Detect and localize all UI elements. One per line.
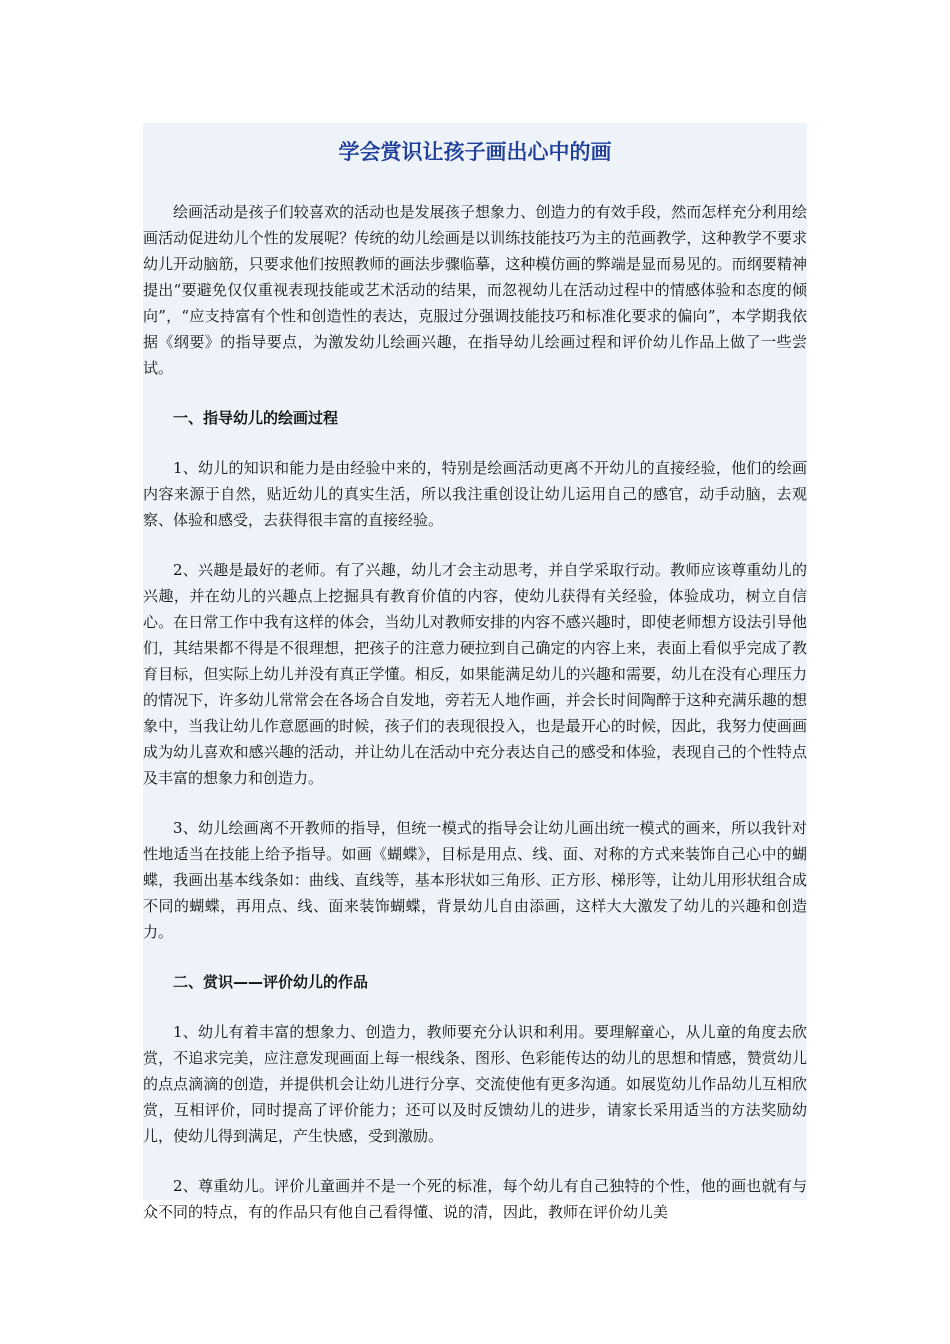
section2-paragraph-2: 2、尊重幼儿。评价儿童画并不是一个死的标准，每个幼儿有自己独特的个性，他的画也就有与众不同的特点，有的作品只有他自己看得懂、说的清，因此，教师在评价幼儿美 [143, 1177, 807, 1221]
section-heading-2: 二、赏识——评价幼儿的作品 [173, 973, 369, 991]
section1-paragraph-2: 2、兴趣是最好的老师。有了兴趣，幼儿才会主动思考，并自学采取行动。教师应该尊重幼儿的兴趣，并在幼儿的兴趣点上挖掘具有教育价值的内容，使幼儿获得有关经验，体验成功，树立自信心。在日常工作中我有这样的体会，当幼儿对教师安排的内容不感兴趣时，即使老师想方设法引导他们，其结果都不得是不很理想，把孩子的注意力硬拉到自己确定的内容上来，表面上看似乎完成了教育目标，但实际上幼儿并没有真正学懂。相反，如果能满足幼儿的兴趣和需要，幼儿在没有心理压力的情况下，许多幼儿常常会在各场合自发地，旁若无人地作画，并会长时间陶醉于这种充满乐趣的想象中，当我让幼儿作意愿画的时候，孩子们的表现很投入，也是最开心的时候，因此，我努力使画画成为幼儿喜欢和感兴趣的活动，并让幼儿在活动中充分表达自己的感受和体验，表现自己的个性特点及丰富的想象力和创造力。 [143, 561, 807, 787]
article-body [143, 199, 807, 1225]
section-heading-1: 一、指导幼儿的绘画过程 [173, 409, 339, 427]
section1-paragraph-1: 1、幼儿的知识和能力是由经验中来的，特别是绘画活动更离不开幼儿的直接经验，他们的绘画内容来源于自然，贴近幼儿的真实生活，所以我注重创设让幼儿运用自己的感官，动手动脑，去观察、体验和感受，去获得很丰富的直接经验。 [143, 459, 807, 529]
article-title: 学会赏识让孩子画出心中的画 [338, 140, 612, 164]
article-panel [143, 123, 807, 1221]
section2-paragraph-1: 1、幼儿有着丰富的想象力、创造力，教师要充分认识和利用。要理解童心，从儿童的角度去欣赏，不追求完美，应注意发现画面上每一根线条、图形、色彩能传达的幼儿的思想和情感，赞赏幼儿的点点滴滴的创造，并提供机会让幼儿进行分享、交流使他有更多沟通。如展览幼儿作品幼儿互相欣赏，互相评价，同时提高了评价能力；还可以及时反馈幼儿的进步，请家长采用适当的方法奖励幼儿，使幼儿得到满足，产生快感，受到激励。 [143, 1023, 807, 1145]
intro-paragraph: 绘画活动是孩子们较喜欢的活动也是发展孩子想象力、创造力的有效手段，然而怎样充分利用绘画活动促进幼儿个性的发展呢？传统的幼儿绘画是以训练技能技巧为主的范画教学，这种教学不要求幼儿开动脑筋，只要求他们按照教师的画法步骤临摹，这种模仿画的弊端是显而易见的。而纲要精神提出“要避免仅仅重视表现技能或艺术活动的结果，而忽视幼儿在活动过程中的情感体验和态度的倾向”，“应支持富有个性和创造性的表达，克服过分强调技能技巧和标准化要求的偏向”，本学期我依据《纲要》的指导要点，为激发幼儿绘画兴趣，在指导幼儿绘画过程和评价幼儿作品上做了一些尝试。 [143, 203, 807, 377]
section1-paragraph-3: 3、幼儿绘画离不开教师的指导，但统一模式的指导会让幼儿画出统一模式的画来，所以我针对性地适当在技能上给予指导。如画《蝴蝶》，目标是用点、线、面、对称的方式来装饰自己心中的蝴蝶，我画出基本线条如：曲线、直线等，基本形状如三角形、正方形、梯形等，让幼儿用形状组合成不同的蝴蝶，再用点、线、面来装饰蝴蝶，背景幼儿自由添画，这样大大激发了幼儿的兴趣和创造力。 [143, 819, 807, 941]
